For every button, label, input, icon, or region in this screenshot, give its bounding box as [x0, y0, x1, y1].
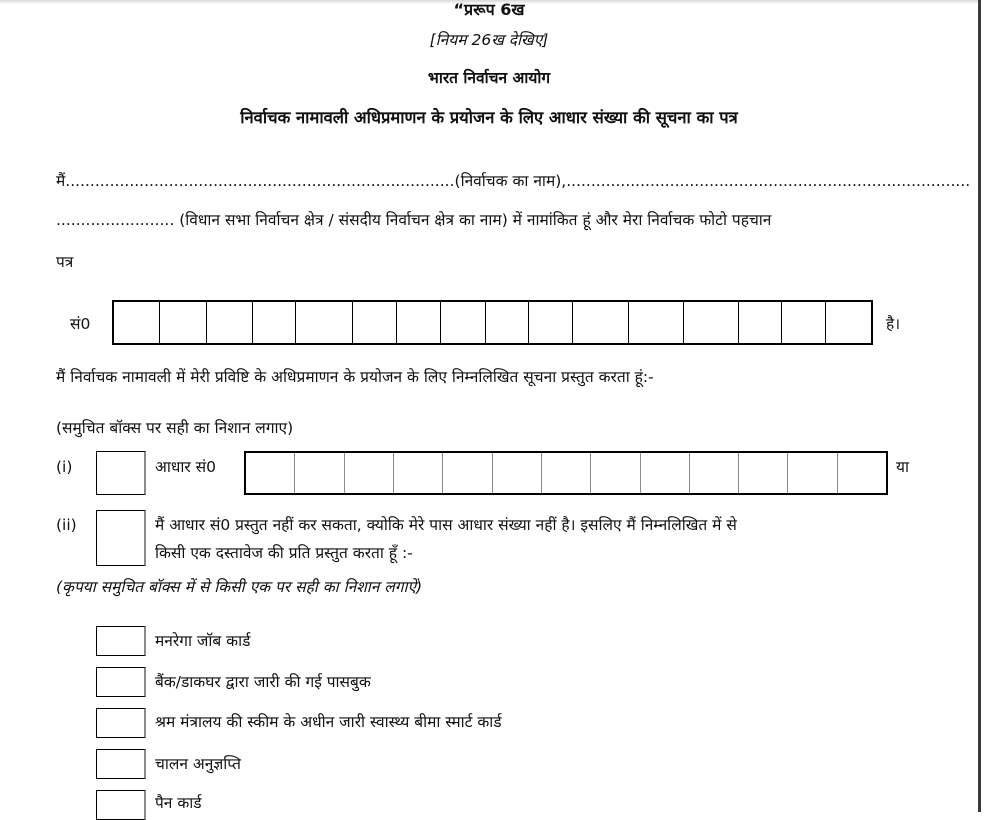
document-checkbox[interactable] — [96, 626, 146, 656]
voter-name-line — [56, 171, 970, 191]
document-instruction: (कृपया समुचित बॉक्स में से किसी एक पर सही का निशान लगाऐं) — [56, 578, 423, 596]
aadhaar-digit-box[interactable] — [394, 453, 443, 493]
option-ii-marker: (ii) — [56, 516, 77, 534]
scrollbar-track[interactable] — [978, 0, 981, 812]
epic-digit-box[interactable] — [529, 302, 573, 343]
aadhaar-digit-box[interactable] — [542, 453, 591, 493]
option-ii-text-line2: किसी एक दस्तावेज की प्रति प्रस्तुत करता हूँ :- — [155, 544, 413, 562]
voter-name-suffix: .................................................................................. — [566, 172, 971, 190]
form-title: निर्वाचक नामावली अधिप्रमाणन के प्रयोजन के लिए आधार संख्या की सूचना का पत्र — [240, 108, 738, 127]
aadhaar-or-text: या — [896, 458, 910, 476]
document-label: बैंक/डाकघर द्वारा जारी की गई पासबुक — [155, 673, 371, 691]
epic-digit-box[interactable] — [353, 302, 397, 343]
document-checkbox[interactable] — [96, 790, 146, 820]
voter-name-caption: (निर्वाचक का नाम), — [454, 172, 567, 190]
epic-number-label: सं0 — [70, 315, 91, 333]
epic-digit-box[interactable] — [629, 302, 684, 343]
aadhaar-digit-box[interactable] — [443, 453, 492, 493]
epic-number-boxes[interactable] — [112, 300, 873, 345]
organization-name: भारत निर्वाचन आयोग — [427, 69, 551, 87]
option-ii-checkbox[interactable] — [96, 510, 146, 566]
option-i-marker: (i) — [56, 458, 73, 476]
aadhaar-label: आधार सं0 — [155, 458, 216, 476]
aadhaar-digit-box[interactable] — [641, 453, 690, 493]
document-checkbox[interactable] — [96, 667, 146, 697]
epic-line-continuation: पत्र — [56, 253, 74, 271]
epic-digit-box[interactable] — [160, 302, 207, 343]
aadhaar-digit-box[interactable] — [591, 453, 640, 493]
info-statement: मैं निर्वाचक नामावली में मेरी प्रविष्टि के अधिप्रमाणन के प्रयोजन के लिए निम्नलिखित सूचना प्रस्तुत करता हूं:- — [56, 368, 654, 386]
constituency-line — [56, 210, 771, 230]
constituency-text: (विधान सभा निर्वाचन क्षेत्र / संसदीय निर्वाचन क्षेत्र का नाम) में नामांकित हूं और मेरा निर्वाचक फोटो पहचान — [179, 211, 772, 229]
option-i-checkbox[interactable] — [96, 451, 146, 495]
epic-digit-box[interactable] — [486, 302, 530, 343]
epic-digit-box[interactable] — [739, 302, 783, 343]
document-label: मनरेगा जॉब कार्ड — [155, 632, 251, 650]
form-number: “प्ररूप 6ख — [453, 0, 525, 19]
epic-digit-box[interactable] — [296, 302, 353, 343]
voter-name-prefix: मैं............................................................................... — [56, 172, 455, 190]
aadhaar-digit-box[interactable] — [246, 453, 295, 493]
epic-digit-box[interactable] — [573, 302, 629, 343]
epic-number-suffix: है। — [886, 315, 901, 333]
constituency-blank: ........................ — [56, 211, 175, 229]
epic-digit-box[interactable] — [114, 302, 160, 343]
document-label: श्रम मंत्रालय की स्कीम के अधीन जारी स्वास्थ्य बीमा स्मार्ट कार्ड — [155, 713, 502, 731]
aadhaar-digit-box[interactable] — [838, 453, 886, 493]
aadhaar-digit-box[interactable] — [345, 453, 394, 493]
document-checkbox[interactable] — [96, 708, 146, 738]
aadhaar-digit-box[interactable] — [788, 453, 837, 493]
epic-digit-box[interactable] — [826, 302, 871, 343]
aadhaar-digit-box[interactable] — [690, 453, 739, 493]
tick-instruction: (समुचित बॉक्स पर सही का निशान लगाए) — [56, 419, 294, 437]
epic-digit-box[interactable] — [253, 302, 296, 343]
document-label: पैन कार्ड — [155, 794, 202, 812]
aadhaar-digit-box[interactable] — [493, 453, 542, 493]
epic-digit-box[interactable] — [684, 302, 739, 343]
epic-digit-box[interactable] — [441, 302, 486, 343]
rule-reference: [नियम 26ख देखिए] — [429, 31, 549, 49]
document-label: चालन अनुज्ञप्ति — [155, 755, 241, 773]
option-ii-text-line1: मैं आधार सं0 प्रस्तुत नहीं कर सकता, क्योकि मेरे पास आधार संख्या नहीं है। इसलिए मैं निम्नलिखित में से — [155, 516, 737, 534]
document-checkbox[interactable] — [96, 749, 146, 779]
epic-digit-box[interactable] — [782, 302, 826, 343]
vertical-scrollbar[interactable] — [978, 0, 990, 812]
epic-digit-box[interactable] — [397, 302, 441, 343]
epic-digit-box[interactable] — [207, 302, 254, 343]
aadhaar-digit-box[interactable] — [739, 453, 788, 493]
aadhaar-digit-box[interactable] — [295, 453, 344, 493]
aadhaar-number-boxes[interactable] — [244, 451, 888, 495]
